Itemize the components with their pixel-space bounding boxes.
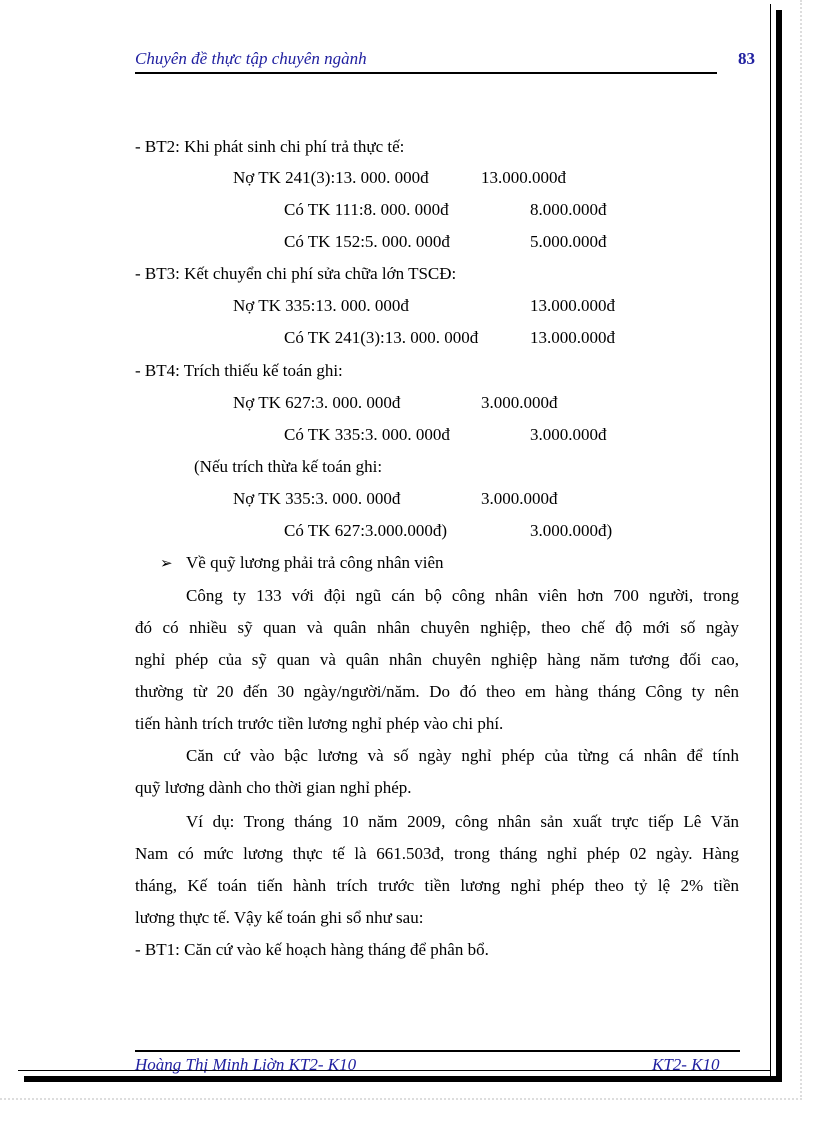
bt3-debit-account: Nợ TK 335:13. 000. 000đ bbox=[233, 296, 409, 315]
bt2-heading: - BT2: Khi phát sinh chi phí trả thực tế: bbox=[135, 137, 405, 156]
paragraph-3-line-1: Ví dụ: Trong tháng 10 năm 2009, công nhân sản xuất trực tiếp Lê Văn bbox=[186, 812, 739, 831]
paragraph-3-line-3: tháng, Kế toán tiến hành trích trước tiền lương nghỉ phép theo tỷ lệ 2% tiền bbox=[135, 876, 739, 895]
bt4-credit-amount: 3.000.000đ bbox=[530, 425, 607, 444]
arrow-bullet-icon: ➢ bbox=[160, 556, 173, 572]
bt4-credit-account: Có TK 335:3. 000. 000đ bbox=[284, 425, 450, 444]
bt3-credit-account: Có TK 241(3):13. 000. 000đ bbox=[284, 328, 479, 347]
paragraph-1-line-3: nghỉ phép của sỹ quan và quân nhân chuyên nghiệp hàng năm tương đối cao, bbox=[135, 650, 739, 669]
bt4-debit-account: Nợ TK 627:3. 000. 000đ bbox=[233, 393, 401, 412]
surplus-credit-amount: 3.000.000đ) bbox=[530, 521, 613, 540]
bt2-credit-account-2: Có TK 152:5. 000. 000đ bbox=[284, 232, 450, 251]
page-shadow-bottom bbox=[24, 1076, 782, 1082]
paragraph-2-line-1: Căn cứ vào bậc lương và số ngày nghỉ phép của từng cá nhân để tính bbox=[186, 746, 739, 765]
bt2-debit-account: Nợ TK 241(3):13. 000. 000đ bbox=[233, 168, 429, 187]
paragraph-1-line-1: Công ty 133 với đội ngũ cán bộ công nhân viên hơn 700 người, trong bbox=[186, 586, 739, 605]
footer-rule bbox=[135, 1050, 740, 1052]
section-heading: Về quỹ lương phải trả công nhân viên bbox=[186, 553, 444, 572]
surplus-heading: (Nếu trích thừa kế toán ghi: bbox=[194, 457, 383, 476]
bt2-debit-amount: 13.000.000đ bbox=[481, 168, 566, 187]
bt4-heading: - BT4: Trích thiếu kế toán ghi: bbox=[135, 361, 343, 380]
footer-class: KT2- K10 bbox=[652, 1055, 720, 1074]
paragraph-1-line-5: tiến hành trích trước tiền lương nghỉ phép vào chi phí. bbox=[135, 714, 504, 733]
paragraph-1-line-2: đó có nhiều sỹ quan và quân nhân chuyên nghiệp, theo chế độ mới số ngày bbox=[135, 618, 739, 637]
paragraph-3-line-2: Nam có mức lương thực tế là 661.503đ, trong tháng nghỉ phép 02 ngày. Hàng bbox=[135, 844, 739, 863]
footer-author: Hoàng Thị Minh Liờn KT2- K10 bbox=[135, 1055, 357, 1074]
bt4-debit-amount: 3.000.000đ bbox=[481, 393, 558, 412]
bt2-credit-amount-1: 8.000.000đ bbox=[530, 200, 607, 219]
bt3-heading: - BT3: Kết chuyển chi phí sửa chữa lớn TSCĐ: bbox=[135, 264, 457, 283]
header-rule bbox=[135, 72, 717, 74]
surplus-credit-account: Có TK 627:3.000.000đ) bbox=[284, 521, 448, 540]
paragraph-2-line-2: quỹ lương dành cho thời gian nghỉ phép. bbox=[135, 778, 412, 797]
bt1-heading: - BT1: Căn cứ vào kế hoạch hàng tháng để phân bổ. bbox=[135, 940, 489, 959]
paragraph-1-line-4: thường từ 20 đến 30 ngày/người/năm. Do đó theo em hàng tháng Công ty nên bbox=[135, 682, 739, 701]
paragraph-3-line-4: lương thực tế. Vậy kế toán ghi sổ như sau: bbox=[135, 908, 424, 927]
page-border-right bbox=[770, 4, 771, 1076]
bt2-credit-amount-2: 5.000.000đ bbox=[530, 232, 607, 251]
page-number: 83 bbox=[738, 49, 755, 68]
bt3-debit-amount: 13.000.000đ bbox=[530, 296, 615, 315]
surplus-debit-amount: 3.000.000đ bbox=[481, 489, 558, 508]
surplus-debit-account: Nợ TK 335:3. 000. 000đ bbox=[233, 489, 401, 508]
header-title: Chuyên đề thực tập chuyên ngành bbox=[135, 49, 367, 68]
page-shadow-right bbox=[776, 10, 782, 1082]
bt3-credit-amount: 13.000.000đ bbox=[530, 328, 615, 347]
bt2-credit-account-1: Có TK 111:8. 000. 000đ bbox=[284, 200, 449, 219]
